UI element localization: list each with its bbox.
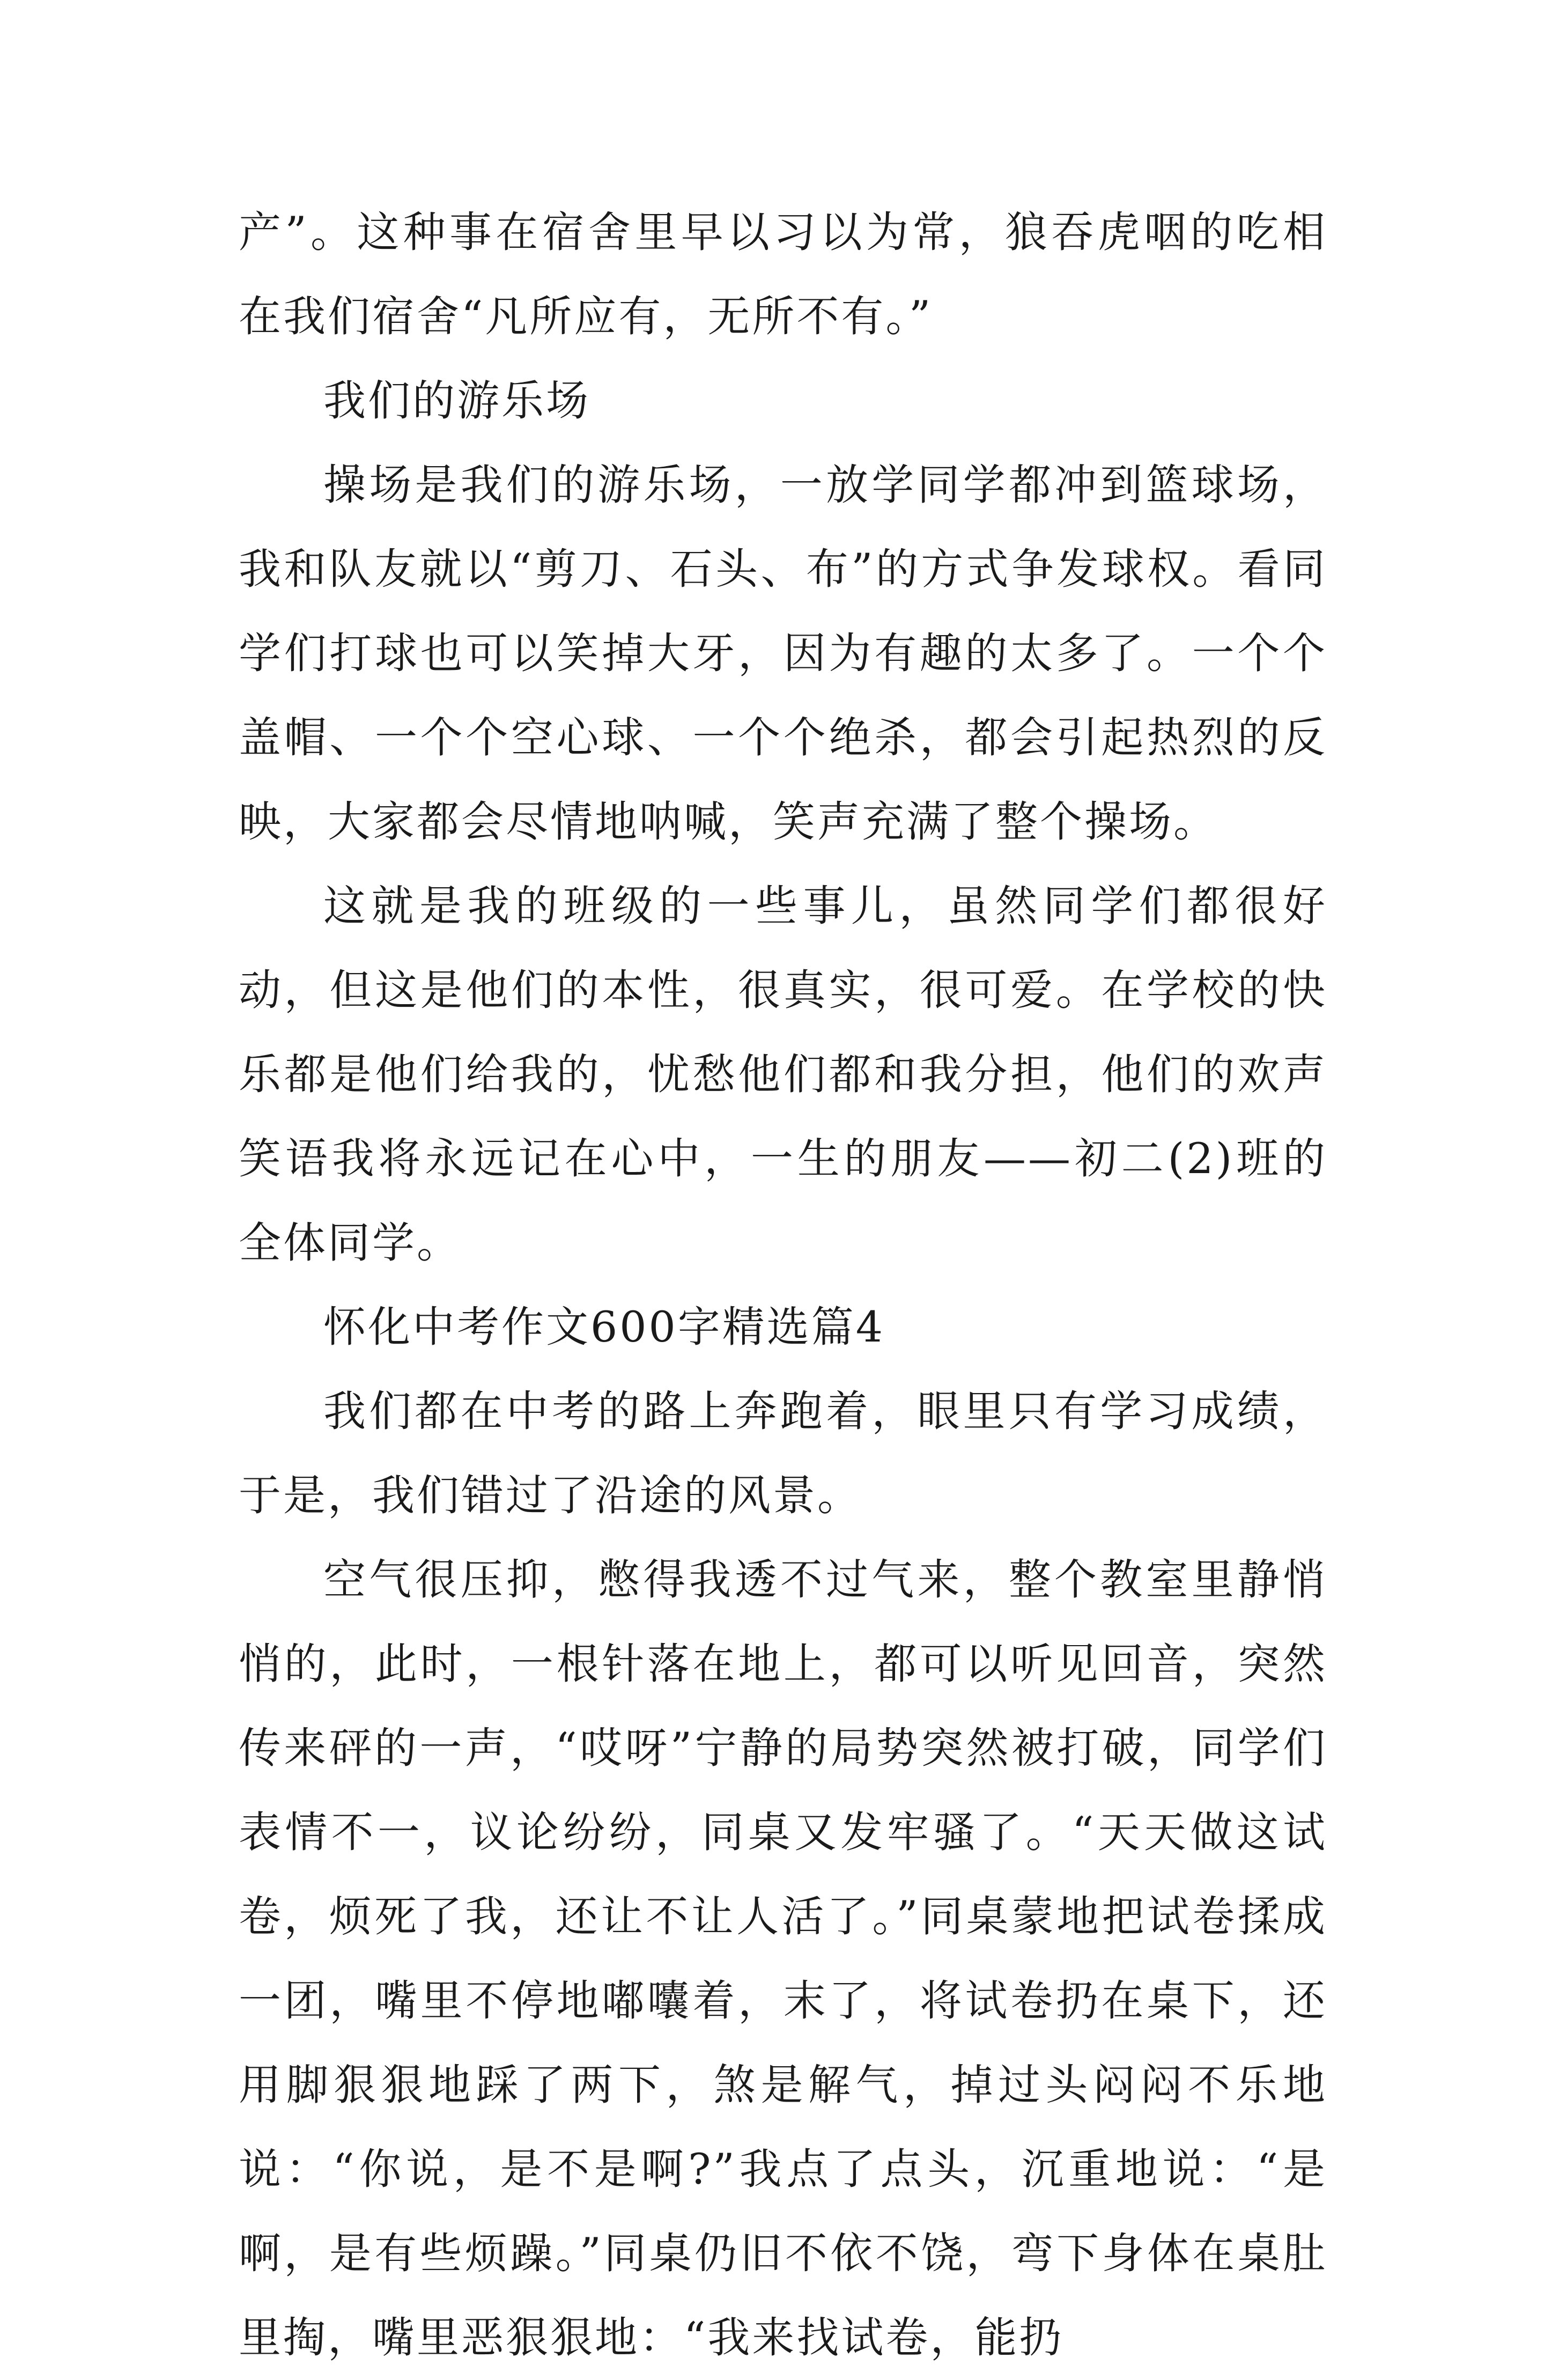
- paragraph-class-summary: 这就是我的班级的一些事儿，虽然同学们都很好动，但这是他们的本性，很真实，很可爱。在学校的快乐都是他们给我的，忧愁他们都和我分担，他们的欢声笑语我将永远记在心中，一生的朋友——初二(2)班的全体同学。: [239, 881, 1327, 1268]
- paragraph-classroom: 空气很压抑，憋得我透不过气来，整个教室里静悄悄的，此时，一根针落在地上，都可以听见回音，突然传来砰的一声，“哎呀”宁静的局势突然被打破，同学们表情不一，议论纷纷，同桌又发牢骚了。“天天做这试卷，烦死了我，还让不让人活了。”同桌蒙地把试卷揉成一团，嘴里不停地嘟囔着，末了，将试卷扔在桌下，还用脚狠狠地踩了两下，煞是解气，掉过头闷闷不乐地说：“你说，是不是啊?”我点了点头，沉重地说：“是啊，是有些烦躁。”同桌仍旧不依不饶，弯下身体在桌肚里掏，嘴里恶狠狠地：“我来找试卷，能扔: [239, 1555, 1327, 2362]
- paragraph-playground: 操场是我们的游乐场，一放学同学都冲到篮球场，我和队友就以“剪刀、石头、布”的方式争发球权。看同学们打球也可以笑掉大牙，因为有趣的太多了。一个个盖帽、一个个空心球、一个个绝杀，都会引起热烈的反映，大家都会尽情地呐喊，笑声充满了整个操场。: [239, 460, 1327, 846]
- section-heading-playground: 我们的游乐场: [323, 376, 590, 425]
- paragraph-continuation: 产”。这种事在宿舍里早以习以为常，狼吞虎咽的吃相在我们宿舍“凡所应有，无所不有。”: [239, 208, 1327, 341]
- paragraph-intro: 我们都在中考的路上奔跑着，眼里只有学习成绩，于是，我们错过了沿途的风景。: [239, 1387, 1327, 1520]
- section-heading-essay-4: 怀化中考作文600字精选篇4: [323, 1302, 885, 1352]
- document-body: [239, 190, 1327, 2380]
